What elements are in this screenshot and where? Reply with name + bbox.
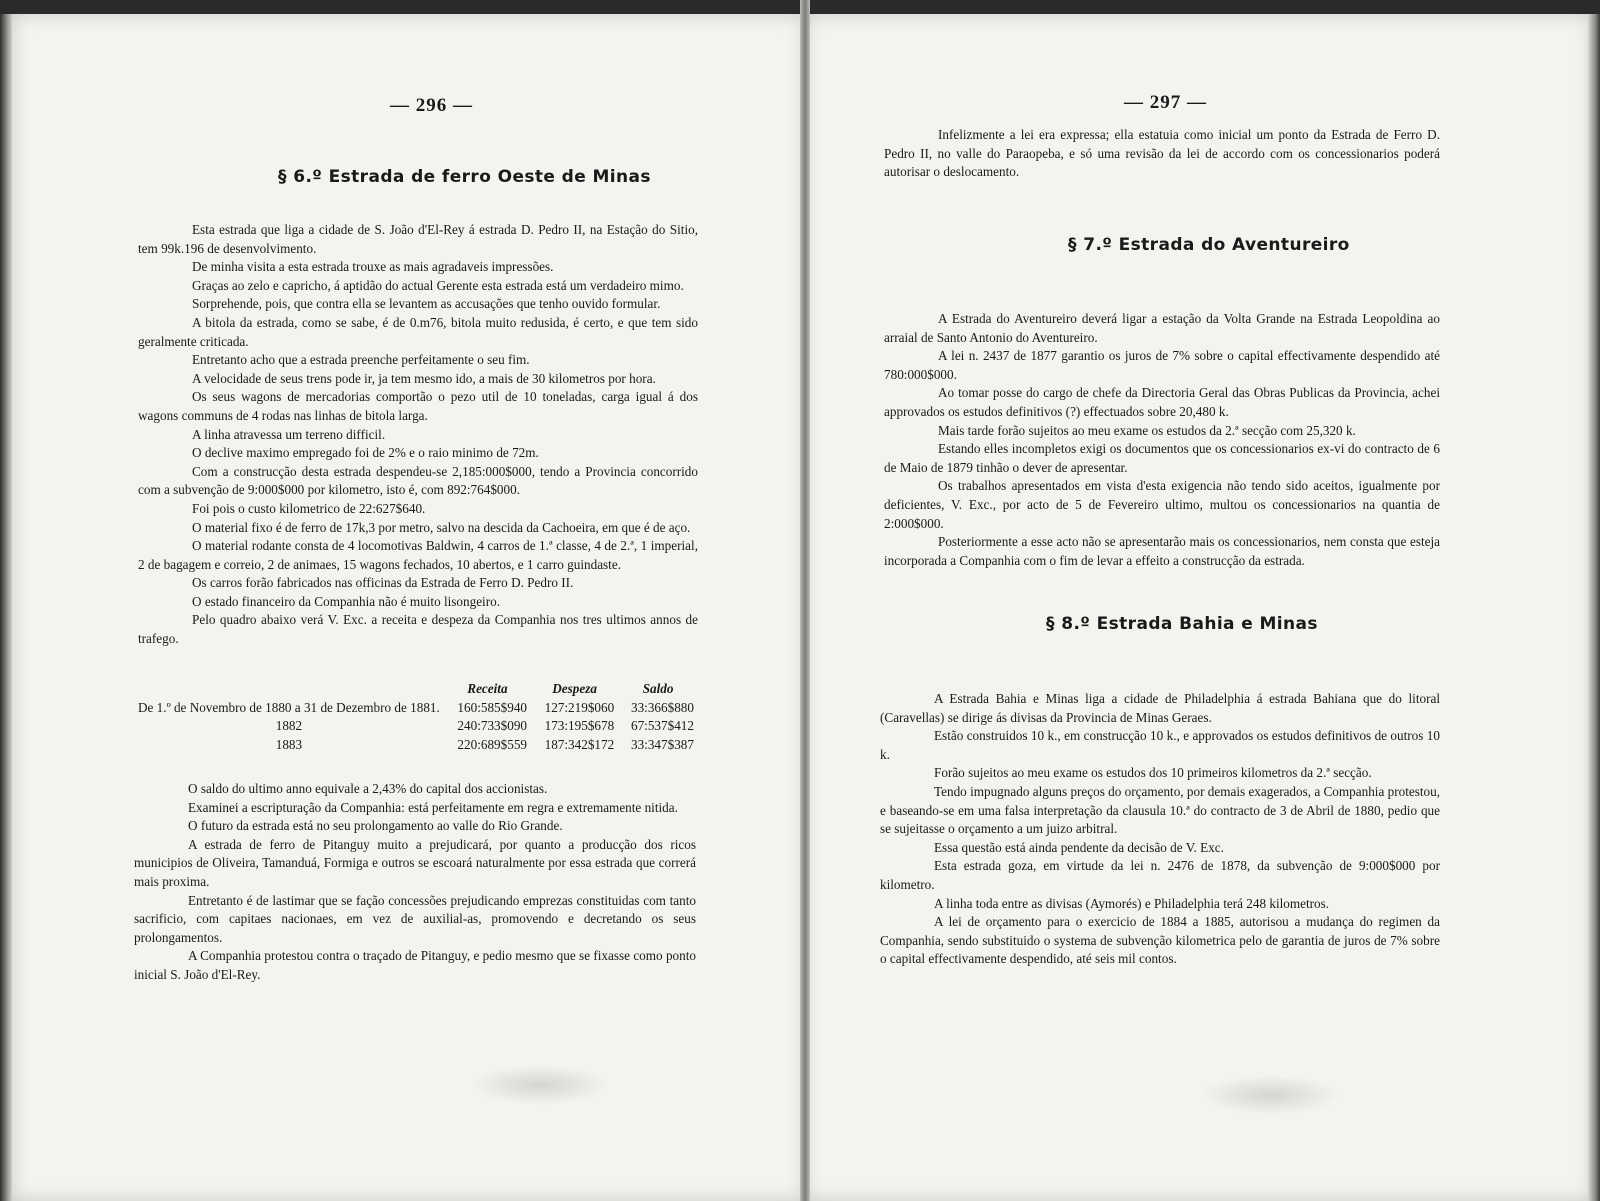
- section-title-bahia-e-minas: § 8.º Estrada Bahia e Minas: [1046, 614, 1318, 634]
- paragraph: Ao tomar posse do cargo de chefe da Directoria Geral das Obras Publicas da Provincia, achei approvados os estudos definitivos (?) effectuados sobre 20,480 k.: [884, 385, 1440, 419]
- paragraph: Esta estrada goza, em virtude da lei n. 2476 de 1878, da subvenção de 9:000$000 por kilometro.: [880, 858, 1440, 892]
- table-cell-receita: 240:733$090: [457, 718, 528, 734]
- section-title-oeste-de-minas: § 6.º Estrada de ferro Oeste de Minas: [278, 167, 651, 187]
- table-row: [134, 699, 698, 718]
- paragraph: A velocidade de seus trens pode ir, ja tem mesmo ido, a mais de 30 kilometros por hora.: [192, 370, 656, 386]
- table-cell-despeza: 127:219$060: [544, 699, 615, 715]
- paragraph: Tendo impugnado alguns preços do orçamento, por demais exagerados, a Companhia protestou, e baseando-se em uma falsa interpretação da clausula 10.ª do contracto de 3 de Abril de 1880, pedio que se sujeitasse o orçamento a um juizo arbitral.: [880, 783, 1440, 837]
- paragraph: De minha visita a esta estrada trouxe as mais agradaveis impressões.: [192, 259, 554, 275]
- section-title-aventureiro: § 7.º Estrada do Aventureiro: [1068, 235, 1350, 255]
- book-gutter: [800, 0, 810, 1201]
- paragraph: Examinei a escripturação da Companhia: está perfeitamente em regra e extremamente nitida.: [188, 799, 678, 815]
- table-row-label: 1882: [275, 718, 303, 734]
- body-text-intro: [884, 126, 1440, 182]
- paragraph: Estando elles incompletos exigi os documentos que os concessionarios ex-vi do contracto de 6 de Maio de 1879 tinhão o dever de apresentar.: [884, 441, 1440, 475]
- paragraph: Os trabalhos apresentados em vista d'esta exigencia não tendo sido aceitos, igualmente por deficientes, V. Exc., por acto de 5 de Fevereiro ultimo, multou os concessionarios na quantia de 2:000$000.: [884, 478, 1440, 531]
- paragraph: O material fixo é de ferro de 17k,3 por metro, salvo na descida da Cachoeira, em que é de aço.: [192, 519, 691, 535]
- paragraph: A linha atravessa um terreno difficil.: [192, 426, 386, 442]
- page-number-left: — 296 —: [390, 95, 473, 116]
- paragraph: Pelo quadro abaixo verá V. Exc. a receita e despeza da Companhia nos tres ultimos annos de trafego.: [138, 612, 698, 647]
- table-header-blank: [134, 680, 444, 699]
- table-cell-saldo: 33:366$880: [630, 699, 694, 715]
- paragraph: O declive maximo empregado foi de 2% e o raio minimo de 72m.: [192, 445, 539, 461]
- body-text-section-6-continued: [134, 780, 696, 985]
- table-header-row: [134, 680, 698, 699]
- paragraph: A lei n. 2437 de 1877 garantio os juros de 7% sobre o capital effectivamente despendido até 780:000$000.: [884, 348, 1440, 382]
- table-cell-despeza: 173:195$678: [544, 718, 615, 734]
- paragraph: A Companhia protestou contra o traçado de Pitanguy, e pedio mesmo que se fixasse como ponto inicial S. João d'El-Rey.: [134, 948, 696, 982]
- table-cell-saldo: 67:537$412: [630, 718, 694, 734]
- body-text-section-7: [884, 310, 1440, 570]
- paragraph: Com a construcção desta estrada despendeu-se 2,185:000$000, tendo a Provincia concorrido com a subvenção de 9:000$000 por kilometro, isto é, com 892:764$000.: [138, 463, 698, 498]
- page-297: [805, 14, 1592, 1201]
- paragraph: A lei de orçamento para o exercicio de 1884 a 1885, autorisou a mudança do regimen da Companhia, sendo substituido o systema de subvenção kilometrica pelo de garantia de juros de 7% sobre o capital effectivamente despendido, até seis mil contos.: [880, 914, 1440, 967]
- body-text-section-8: [880, 690, 1440, 969]
- table-header-despeza: Despeza: [552, 681, 597, 697]
- table-cell-saldo: 33:347$387: [630, 737, 694, 753]
- table-row-label: 1883: [275, 737, 303, 753]
- paragraph: O material rodante consta de 4 locomotivas Baldwin, 4 carros de 1.ª classe, 4 de 2.ª, 1 imperial, 2 de bagagem e correio, 2 de animaes, 15 wagons fechados, 10 abertos, e 1 carro guindaste.: [138, 538, 698, 572]
- page-number-right: — 297 —: [1124, 92, 1207, 113]
- scan-smudge: [470, 1065, 610, 1105]
- body-text-section-6: [138, 221, 698, 649]
- table-row-label: De 1.º de Novembro de 1880 a 31 de Dezembro de 1881.: [138, 699, 440, 715]
- paragraph: O saldo do ultimo anno equivale a 2,43% do capital dos accionistas.: [188, 781, 548, 796]
- paragraph: Mais tarde forão sujeitos ao meu exame os estudos da 2.ª secção com 25,320 k.: [938, 422, 1356, 438]
- paragraph: Os seus wagons de mercadorias comportão o pezo util de 10 toneladas, carga igual á dos wagons communs de 4 rodas nas linhas de bitola larga.: [138, 389, 698, 423]
- paragraph: Forão sujeitos ao meu exame os estudos dos 10 primeiros kilometros da 2.ª secção.: [934, 765, 1372, 781]
- paragraph: O estado financeiro da Companhia não é muito lisongeiro.: [192, 593, 500, 609]
- paragraph: Sorprehende, pois, que contra ella se levantem as accusações que tenho ouvido formular.: [192, 296, 661, 312]
- paragraph: Posteriormente a esse acto não se apresentarão mais os concessionarios, nem consta que esteja incorporada a Companhia com o fim de levar a effeito a construcção da estrada.: [884, 534, 1440, 568]
- table-header-receita: Receita: [467, 681, 508, 697]
- paragraph: Infelizmente a lei era expressa; ella estatuia como inicial um ponto da Estrada de Ferro D. Pedro II, no valle do Paraopeba, e só uma revisão da lei de accordo com os concessionarios poderá autorisar o deslocamento.: [884, 127, 1440, 180]
- paragraph: Entretanto acho que a estrada preenche perfeitamente o seu fim.: [192, 352, 530, 368]
- scan-smudge: [1200, 1075, 1340, 1115]
- financial-table: [134, 680, 698, 754]
- paragraph: Estão construidos 10 k., em construcção 10 k., e approvados os estudos definitivos de outros 10 k.: [880, 728, 1440, 762]
- paragraph: A Estrada do Aventureiro deverá ligar a estação da Volta Grande na Estrada Leopoldina ao arraial de Santo Antonio do Aventureiro.: [884, 311, 1440, 345]
- book-edge-right: [1588, 14, 1600, 1201]
- paragraph: Esta estrada que liga a cidade de S. João d'El-Rey á estrada D. Pedro II, na Estação do Sitio, tem 99k.196 de desenvolvimento.: [138, 222, 698, 256]
- paragraph: A bitola da estrada, como se sabe, é de 0.m76, bitola muito redusida, é certo, e que tem sido geralmente criticada.: [138, 314, 698, 349]
- table-header-saldo: Saldo: [642, 681, 674, 697]
- paragraph: A Estrada Bahia e Minas liga a cidade de Philadelphia á estrada Bahiana que do litoral (Caravellas) se dirige ás divisas da Provincia de Minas Geraes.: [880, 691, 1440, 725]
- table-cell-receita: 220:689$559: [457, 737, 528, 753]
- paragraph: A linha toda entre as divisas (Aymorés) e Philadelphia terá 248 kilometros.: [934, 895, 1330, 911]
- paragraph: Entretanto é de lastimar que se fação concessões prejudicando emprezas constituidas com tanto sacrificio, com capitaes nacionaes, em vez de auxilial-as, promovendo e decretando os seus prolongamentos.: [134, 892, 696, 945]
- paragraph: Os carros forão fabricados nas officinas da Estrada de Ferro D. Pedro II.: [192, 575, 574, 591]
- paragraph: A estrada de ferro de Pitanguy muito a prejudicará, por quanto a producção dos ricos municipios de Oliveira, Tamanduá, Formiga e outros se escoará naturalmente por essa estrada que correrá mais proxima.: [134, 836, 696, 889]
- paragraph: Graças ao zelo e capricho, á aptidão do actual Gerente esta estrada está um verdadeiro mimo.: [192, 277, 684, 293]
- table-row: [134, 736, 698, 755]
- table-cell-despeza: 187:342$172: [544, 737, 615, 753]
- table-cell-receita: 160:585$940: [457, 699, 528, 715]
- paragraph: O futuro da estrada está no seu prolongamento ao valle do Rio Grande.: [188, 818, 563, 834]
- paragraph: Essa questão está ainda pendente da decisão de V. Exc.: [934, 839, 1224, 855]
- table-row: [134, 717, 698, 736]
- paragraph: Foi pois o custo kilometrico de 22:627$640.: [192, 500, 426, 516]
